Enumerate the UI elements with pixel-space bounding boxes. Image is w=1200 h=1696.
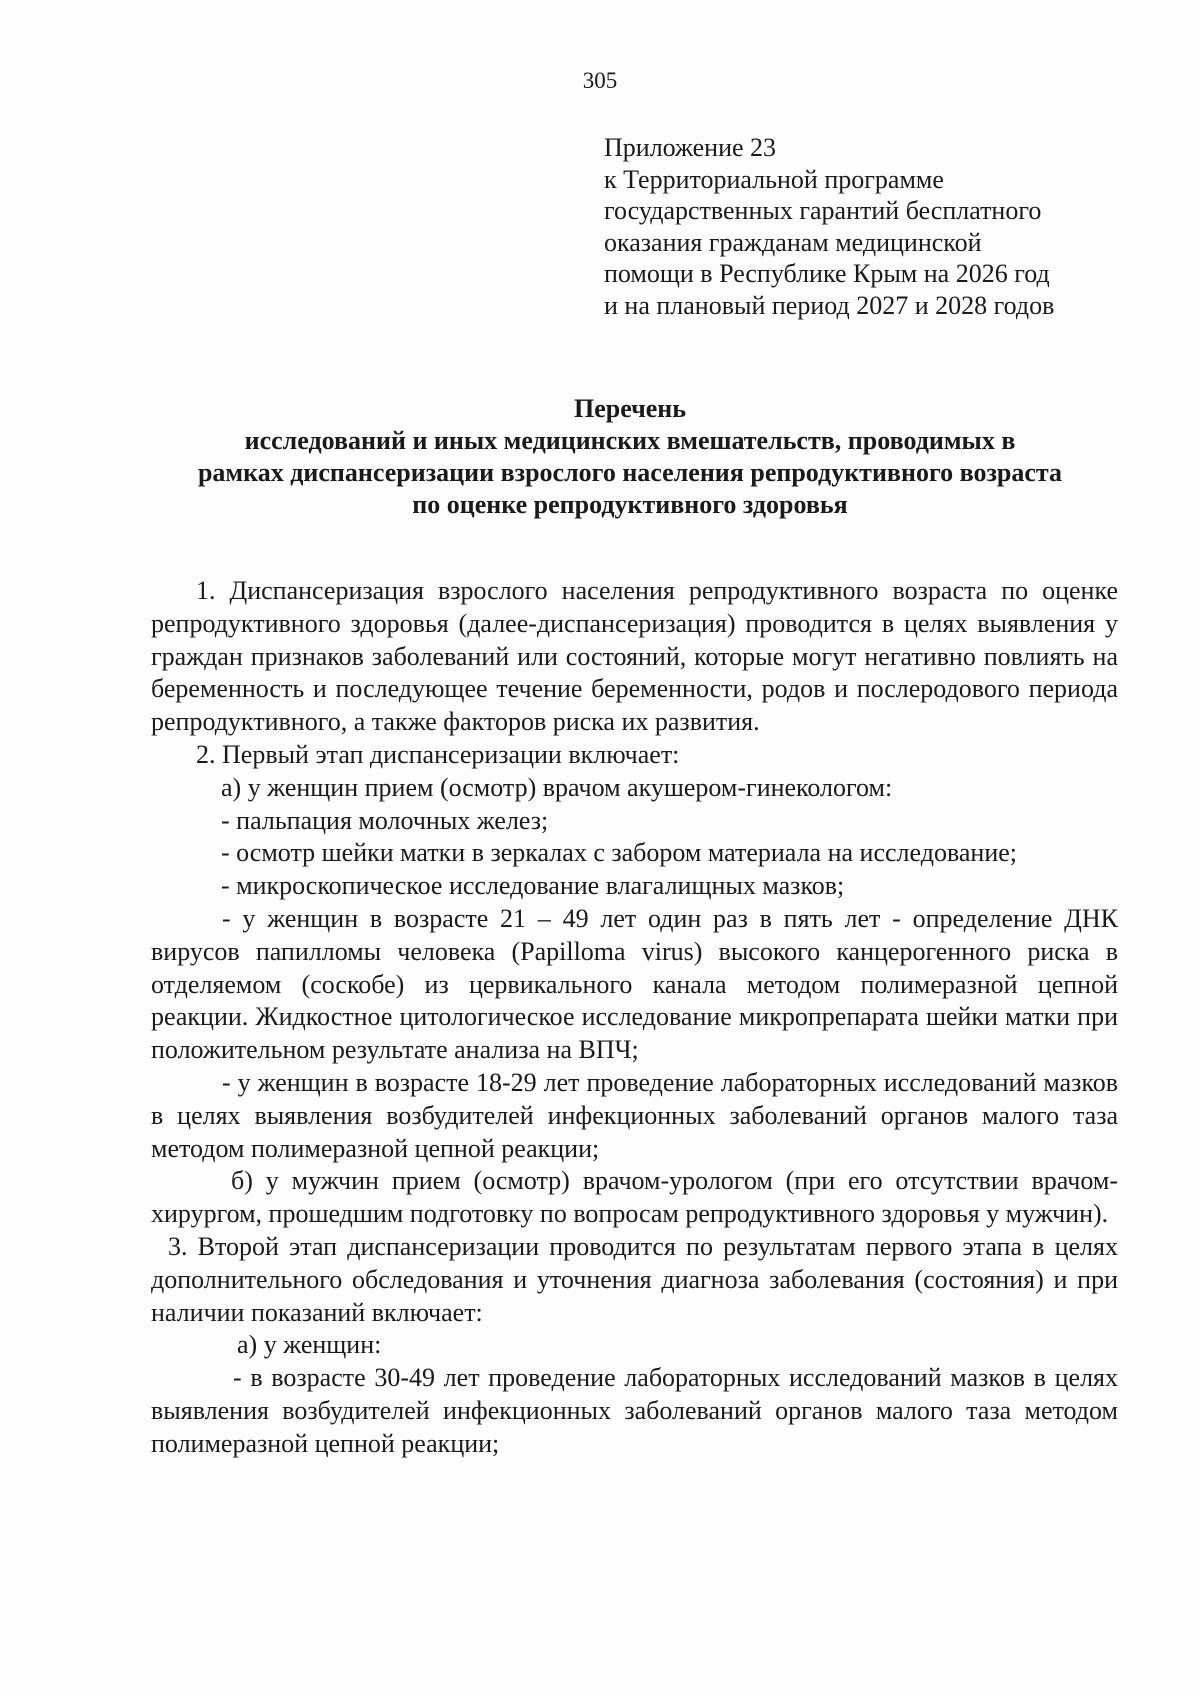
appendix-line: оказания гражданам медицинской (604, 227, 982, 257)
document-title (150, 393, 1110, 521)
paragraph-2a: а) у женщин прием (осмотр) врачом акушером-гинекологом: (221, 772, 893, 802)
appendix-line: и на плановый период 2027 и 2028 годов (604, 290, 1055, 320)
paragraph-2b: б) у мужчин прием (осмотр) врачом-урологом (при его отсутствии врачом-хирургом, прошедшим подготовку по вопросам репродуктивного здоровья у мужчин). (151, 1166, 1118, 1229)
paragraph-2: 2. Первый этап диспансеризации включает: (196, 739, 680, 769)
appendix-header (604, 132, 1124, 321)
document-body (151, 575, 1118, 1461)
appendix-line: государственных гарантий бесплатного (604, 196, 1042, 225)
list-item: - микроскопическое исследование влагалищных мазков; (221, 871, 845, 901)
paragraph-3: 3. Второй этап диспансеризации проводится по результатам первого этапа в целях дополнительного обследования и уточнения диагноза заболевания (состояния) и при наличии показаний включает: (151, 1231, 1118, 1327)
title-line: Перечень (573, 394, 687, 423)
list-item: - пальпация молочных желез; (221, 805, 549, 835)
appendix-line: к Территориальной программе (604, 164, 944, 194)
list-item: - у женщин в возрасте 18-29 лет проведение лабораторных исследований мазков в целях выявления возбудителей инфекционных заболеваний органов малого таза методом полимеразной цепной реакции; (151, 1067, 1118, 1163)
title-line: рамках диспансеризации взрослого населения репродуктивного возраста (197, 458, 1063, 487)
paragraph-3a: а) у женщин: (237, 1330, 382, 1360)
list-item: - у женщин в возрасте 21 – 49 лет один раз в пять лет - определение ДНК вирусов папилломы человека (Papilloma virus) высокого канцерогенного риска в отделяемом (соскобе) из цервикального канала методом полимеразной цепной реакции. Жидкостное цитологическое исследование микропрепарата шейки матки при положительном результате анализа на ВПЧ; (151, 903, 1118, 1065)
page-number: 305 (582, 68, 618, 93)
appendix-line: Приложение 23 (604, 133, 777, 162)
title-line: по оценке репродуктивного здоровья (412, 490, 848, 519)
paragraph-1: 1. Диспансеризация взрослого населения репродуктивного возраста по оценке репродуктивного здоровья (далее-диспансеризация) проводится в целях выявления у граждан признаков заболеваний или состояний, которые могут негативно повлиять на беременность и последующее течение беременности, родов и послеродового периода репродуктивного, а также факторов риска их развития. (151, 576, 1118, 737)
title-line: исследований и иных медицинских вмешательств, проводимых в (244, 426, 1016, 455)
appendix-line: помощи в Республике Крым на 2026 год (604, 259, 1050, 288)
list-item: - осмотр шейки матки в зеркалах с забором материала на исследование; (221, 838, 1018, 868)
list-item: - в возрасте 30-49 лет проведение лабораторных исследований мазков в целях выявления возбудителей инфекционных заболеваний органов малого таза методом полимеразной цепной реакции; (151, 1363, 1118, 1458)
